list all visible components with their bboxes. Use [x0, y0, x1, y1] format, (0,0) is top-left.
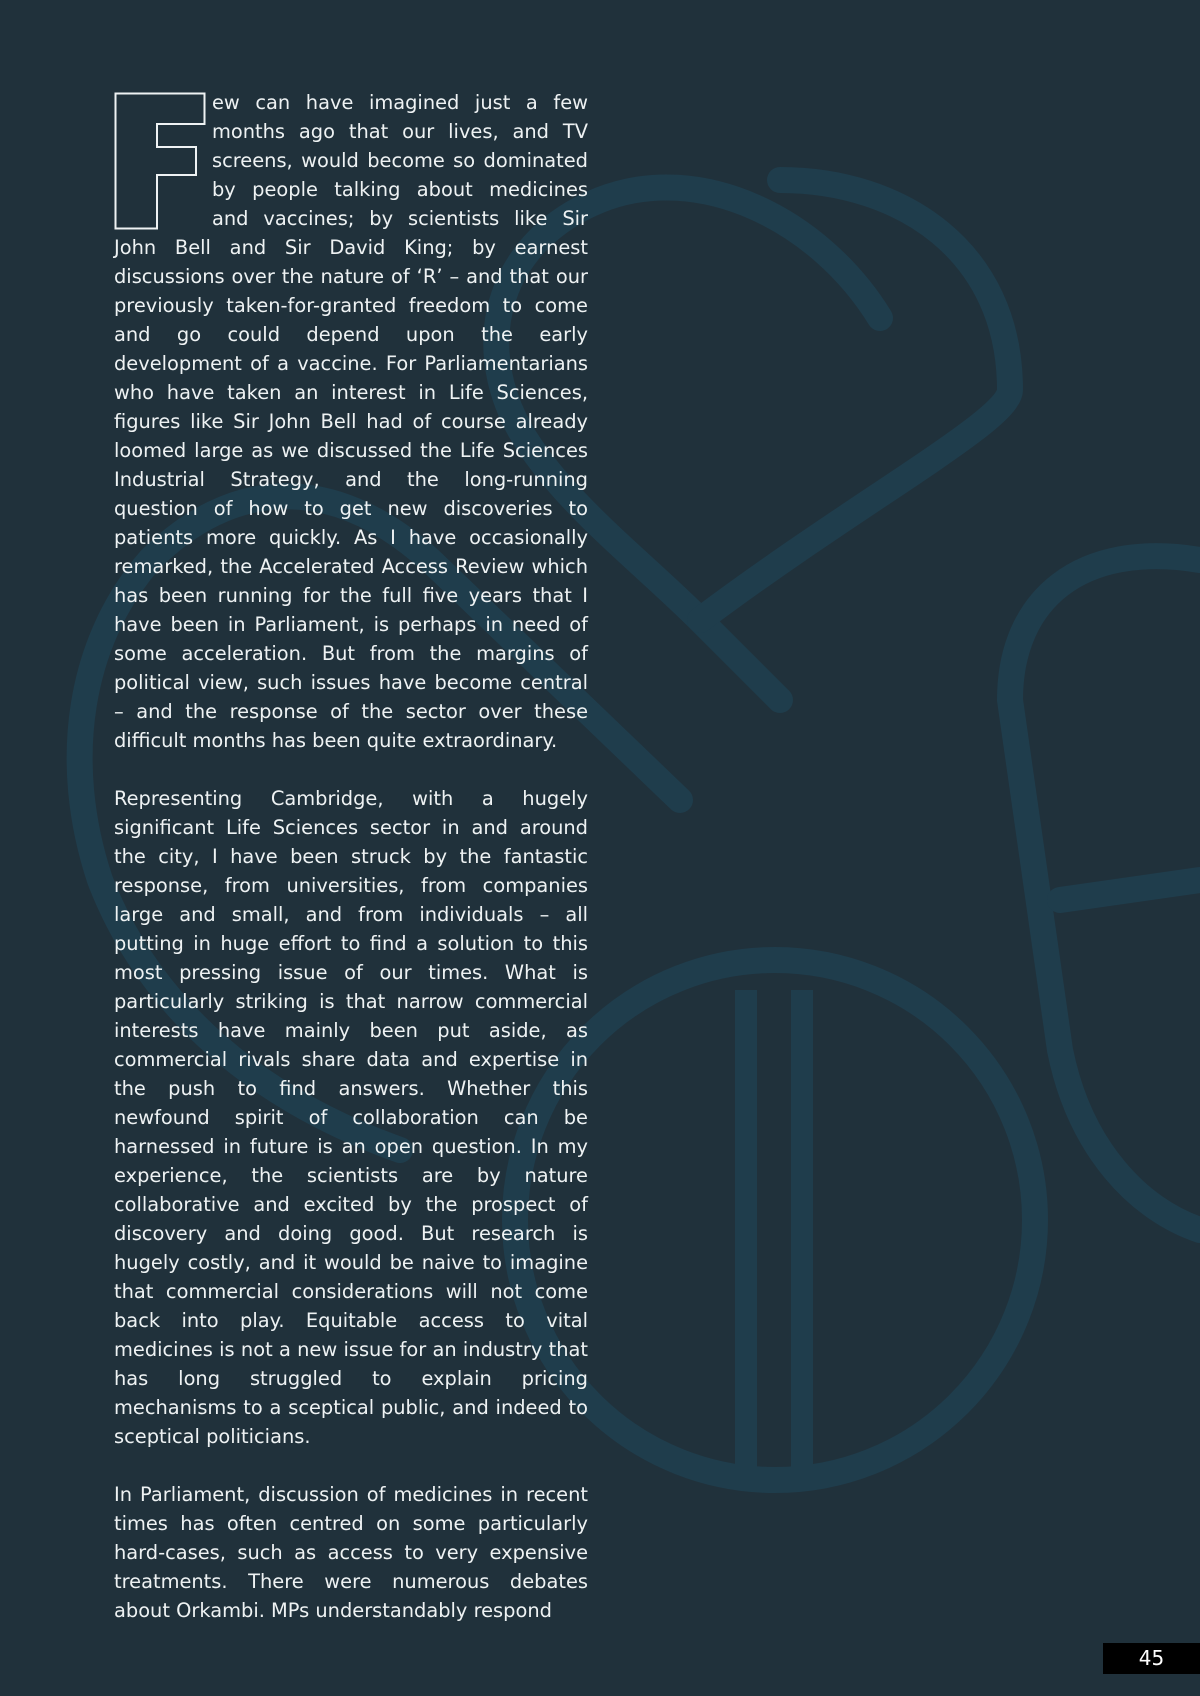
paragraph-3: In Parliament, discussion of medicines in recent times has often centred on some particularly hard-cases, such as access to very expensive treatments. There were numerous debates about Orkambi. MPs understandably respond — [114, 1483, 588, 1622]
paragraph-2: Representing Cambridge, with a hugely significant Life Sciences sector in and around the city, I have been struck by the fantastic response, from universities, from companies large and small, and from individuals – all putting in huge effort to find a solution to this most pressing issue of our times. What is particularly striking is that narrow commercial interests have mainly been put aside, as commercial rivals share data and expertise in the push to find answers. Whether this newfound spirit of collaboration can be harnessed in future is an open question. In my experience, the scientists are by nature collaborative and excited by the prospect of discovery and doing good. But research is hugely costly, and it would be naive to imagine that commercial considerations will not come back into play. Equitable access to vital medicines is not a new issue for an industry that has long struggled to explain pricing mechanisms to a sceptical public, and indeed to sceptical politicians. — [114, 787, 588, 1448]
paragraph-1 — [114, 88, 588, 755]
drop-cap-letter — [114, 92, 206, 230]
paragraph-1-text: ew can have imagined just a few months ago that our lives, and TV screens, would become so dominated by people talking about medicines and vaccines; by scientists like Sir John Bell and Sir David King; by earnest discussions over the nature of ‘R’ – and that our previously taken-for-granted freedom to come and go could depend upon the early development of a vaccine. For Parliamentarians who have taken an interest in Life Sciences, figures like Sir John Bell had of course already loomed large as we discussed the Life Sciences Industrial Strategy, and the long-running question of how to get new discoveries to patients more quickly. As I have occasionally remarked, the Accelerated Access Review which has been running for the full five years that I have been in Parliament, is perhaps in need of some acceleration. But from the margins of political view, such issues have become central – and the response of the sector over these difficult months has been quite extraordinary. — [114, 91, 588, 752]
page-number-badge: 45 — [1103, 1643, 1200, 1674]
article-body — [114, 88, 588, 1654]
